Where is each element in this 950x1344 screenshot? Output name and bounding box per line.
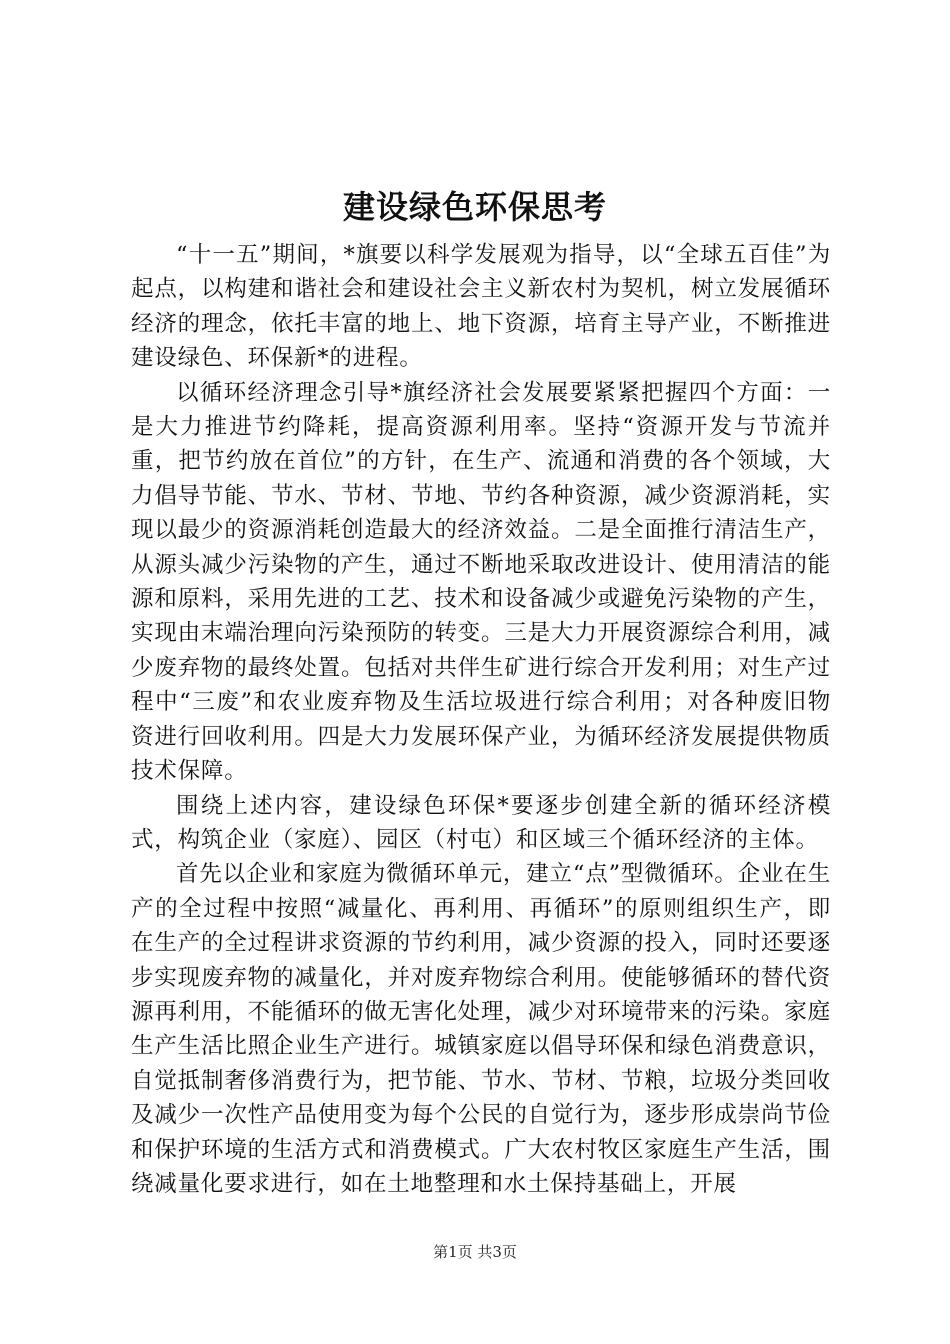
paragraph-4: 首先以企业和家庭为微循环单元，建立“点”型微循环。企业在生产的全过程中按照“减量化、再利用、再循环”的原则组织生产，即在生产的全过程讲求资源的节约利用，减少资源的投入，同时还要逐步实现废弃物的减量化，并对废弃物综合利用。使能够循环的替代资源再利用，不能循环的做无害化处理，减少对环境带来的污染。家庭生产生活比照企业生产进行。城镇家庭以倡导环保和绿色消费意识，自觉抵制奢侈消费行为，把节能、节水、节材、节粮，垃圾分类回收及减少一次性产品使用变为每个公民的自觉行为，逐步形成崇尚节俭和保护环境的生活方式和消费模式。广大农村牧区家庭生产生活，围绕减量化要求进行，如在土地整理和水土保持基础上，开展 [131, 861, 831, 1197]
document-body [131, 238, 831, 1201]
paragraph-3: 围绕上述内容，建设绿色环保*要逐步创建全新的循环经济模式，构筑企业（家庭）、园区（村屯）和区域三个循环经济的主体。 [131, 792, 831, 853]
paragraph-2: 以循环经济理念引导*旗经济社会发展要紧紧把握四个方面：一是大力推进节约降耗，提高资源利用率。坚持“资源开发与节流并重，把节约放在首位”的方针，在生产、流通和消费的各个领域，大力倡导节能、节水、节材、节地、节约各种资源，减少资源消耗，实现以最少的资源消耗创造最大的经济效益。二是全面推行清洁生产，从源头减少污染物的产生，通过不断地采取改进设计、使用清洁的能源和原料，采用先进的工艺、技术和设备减少或避免污染物的产生，实现由末端治理向污染预防的转变。三是大力开展资源综合利用，减少废弃物的最终处置。包括对共伴生矿进行综合开发利用；对生产过程中“三废”和农业废弃物及生活垃圾进行综合利用；对各种废旧物资进行回收利用。四是大力发展环保产业，为循环经济发展提供物质技术保障。 [131, 379, 831, 785]
page-number-footer: 第1页 共3页 [433, 1243, 517, 1261]
document-title: 建设绿色环保思考 [342, 188, 607, 226]
paragraph-1: “十一五”期间，*旗要以科学发展观为指导，以“全球五百佳”为起点，以构建和谐社会和建设社会主义新农村为契机，树立发展循环经济的理念，依托丰富的地上、地下资源，培育主导产业，不断推进建设绿色、环保新*的进程。 [131, 242, 831, 372]
